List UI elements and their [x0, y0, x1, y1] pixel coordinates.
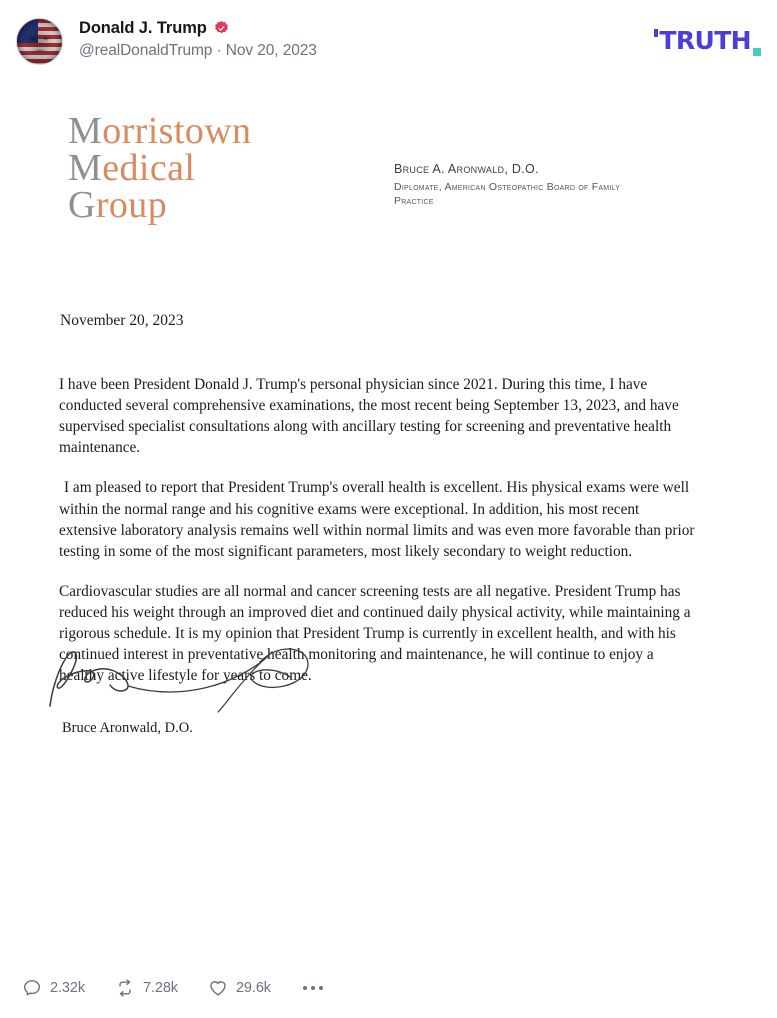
more-dot-3	[319, 986, 324, 991]
letterhead-line-1-rest: orristown	[102, 110, 252, 152]
physician-name-block	[394, 162, 684, 208]
author-handle-and-date: @realDonaldTrump · Nov 20, 2023	[79, 41, 317, 59]
more-options-button[interactable]	[301, 986, 324, 991]
author-name-row	[79, 19, 317, 38]
verified-badge-icon	[213, 20, 230, 37]
engagement-bar	[0, 958, 777, 1018]
truth-logo-wordmark: TRUTH	[659, 26, 751, 55]
letter-paragraph-3: Cardiovascular studies are all normal and cancer screening tests are all negative. President Trump has reduced his weight through an improved diet and continued daily physical activity, while maintaining a rigorous schedule. It is my opinion that President Trump is currently in excellent health, and with his continued interest in preventative health monitoring and maintenance, he will continue to enjoy a healthy active lifestyle for years to come.	[59, 582, 691, 685]
letterhead-line-3-cap: G	[68, 184, 96, 227]
letterhead-line-1-cap: M	[68, 110, 103, 152]
letterhead-line-1	[68, 110, 252, 152]
physician-name: Bruce A. Aronwald, D.O.	[394, 162, 539, 176]
avatar-vignette	[17, 19, 62, 64]
retruth-count: 7.28k	[142, 980, 178, 996]
like-button[interactable]	[208, 978, 271, 998]
physician-credential: Diplomate, American Osteopathic Board of Family Practice	[394, 180, 621, 207]
letterhead-line-2	[68, 147, 251, 190]
author-display-name[interactable]: Donald J. Trump	[79, 19, 207, 37]
handwritten-signature-icon	[46, 640, 314, 714]
comment-icon	[22, 978, 42, 998]
letterhead-line-2-cap: M	[68, 147, 103, 190]
letter-date: November 20, 2023	[60, 312, 184, 329]
heart-icon	[208, 978, 228, 998]
like-count: 29.6k	[235, 980, 271, 996]
retruth-icon	[115, 978, 135, 998]
signature-area	[46, 640, 346, 737]
retruth-button[interactable]	[115, 978, 178, 998]
avatar[interactable]	[16, 18, 63, 65]
letterhead-line-2-rest: edical	[102, 147, 196, 190]
truth-logo-tick-icon	[654, 29, 658, 37]
more-dot-1	[303, 986, 308, 991]
letter-document-image[interactable]	[0, 88, 777, 958]
letter-paragraph-2: I am pleased to report that President Trump's overall health is excellent. His physical exams were well within the normal range and his cognitive exams were exceptional. In addition, his most recent extensive laboratory analysis remains well within normal limits and was even more favorable than prior testing in some of the most significant parameters, most likely secondary to weight reduction.	[59, 479, 695, 560]
truth-logo-dot-icon	[753, 48, 761, 56]
post-author-block	[79, 18, 317, 61]
clinic-letterhead	[68, 110, 252, 227]
comment-count: 2.32k	[50, 980, 85, 996]
truth-social-logo	[654, 28, 761, 58]
letter-paragraph-1: I have been President Donald J. Trump's personal physician since 2021. During this time, I have conducted several comprehensive examinations, the most recent being September 13, 2023, and have supervised specialist consultations along with ancillary testing for screening and preventative health maintenance.	[59, 376, 679, 457]
signature-printed-name: Bruce Aronwald, D.O.	[62, 720, 193, 736]
letterhead-line-3-rest: roup	[95, 184, 168, 227]
comment-button[interactable]	[22, 978, 85, 998]
more-dot-2	[311, 986, 316, 991]
letterhead-line-3	[68, 184, 251, 227]
